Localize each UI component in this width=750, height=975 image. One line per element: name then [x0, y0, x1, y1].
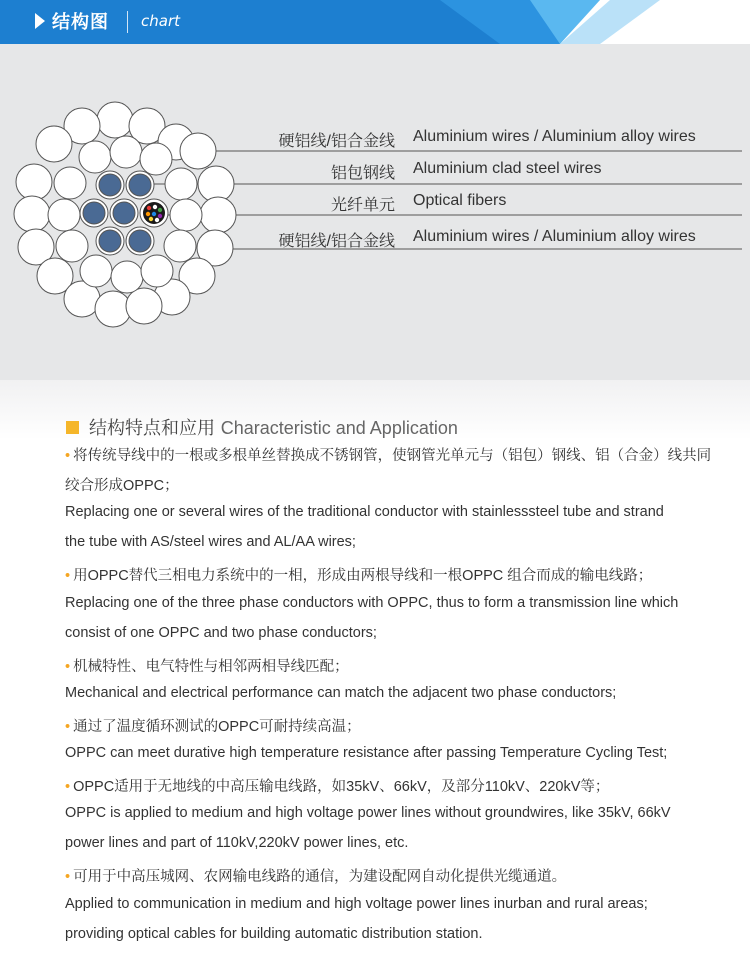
- line-text: power lines and part of 110kV,220kV power lines, etc.: [65, 835, 409, 852]
- bullet-item: [65, 715, 361, 736]
- line-text: the tube with AS/steel wires and AL/AA wires;: [65, 534, 356, 551]
- text-line: [65, 504, 664, 520]
- text-line: [65, 896, 648, 912]
- line-text: Replacing one of the three phase conductors with OPPC, thus to form a transmission line which: [65, 594, 679, 611]
- bullet-dot-icon: •: [65, 779, 71, 796]
- label-clad-steel-en: Aluminium clad steel wires: [413, 160, 602, 177]
- section-title: [66, 414, 458, 440]
- bullet-dot-icon: •: [65, 658, 71, 675]
- bullet-item: [65, 564, 652, 585]
- label-optical-cn: 光纤单元: [330, 197, 395, 214]
- label-aluminium-wires-2-en: Aluminium wires / Aluminium alloy wires: [413, 228, 696, 245]
- label-aluminium-wires-2-cn: 硬铝线/铝合金线: [278, 233, 395, 250]
- header-title: 结构图: [52, 12, 109, 33]
- line-text: OPPC适用于无地线的中高压输电线路，如35kV、66kV，及部分110kV、220kV等；: [73, 779, 610, 796]
- text-line: [65, 625, 377, 641]
- play-arrow-icon: [35, 13, 45, 29]
- structure-panel: [0, 44, 750, 380]
- text-line: [65, 474, 179, 495]
- text-line: [65, 534, 356, 550]
- characteristics-section: [0, 380, 750, 975]
- bullet-dot-icon: •: [65, 718, 71, 735]
- line-text: providing optical cables for building automatic distribution station.: [65, 925, 483, 942]
- bullet-dot-icon: •: [65, 568, 71, 585]
- line-text: Replacing one or several wires of the traditional conductor with stainlesssteel tube and strand: [65, 504, 664, 521]
- line-text: Mechanical and electrical performance can match the adjacent two phase conductors;: [65, 684, 617, 701]
- header-divider: [127, 11, 128, 33]
- text-line: [65, 685, 616, 701]
- text-line: [65, 805, 671, 821]
- text-line: [65, 595, 678, 611]
- header-bar: [0, 0, 750, 44]
- line-text: 用OPPC替代三相电力系统中的一相，形成由两根导线和一根OPPC 组合而成的输电线路；: [73, 568, 653, 585]
- text-line: [65, 835, 408, 851]
- bullet-item: [65, 655, 349, 676]
- header-subtitle: chart: [141, 12, 180, 30]
- line-text: Applied to communication in medium and high voltage power lines inurban and rural areas;: [65, 895, 648, 912]
- bullet-item: [65, 444, 711, 465]
- line-text: 机械特性、电气特性与相邻两相导线匹配；: [73, 658, 349, 675]
- header-band: [0, 0, 750, 44]
- optical-fiber-unit: [140, 199, 168, 227]
- line-text: consist of one OPPC and two phase conductors;: [65, 624, 377, 641]
- line-text: 将传统导线中的一根或多根单丝替换成不锈钢管，使钢管光单元与（铝包）钢线、铝（合金）线共同: [73, 448, 712, 464]
- section-title-en: Characteristic and Application: [220, 418, 458, 438]
- bullet-dot-icon: •: [65, 448, 71, 464]
- line-text: OPPC can meet durative high temperature resistance after passing Temperature Cycling Test;: [65, 745, 668, 761]
- label-aluminium-wires-en: Aluminium wires / Aluminium alloy wires: [413, 128, 696, 145]
- bullet-dot-icon: •: [65, 869, 71, 886]
- line-text: OPPC is applied to medium and high voltage power lines without groundwires, like 35kV, 66kV: [65, 805, 671, 822]
- text-line: [65, 745, 667, 761]
- label-optical-en: Optical fibers: [413, 192, 507, 209]
- label-clad-steel-cn: 铝包钢线: [330, 165, 395, 182]
- line-text: 可用于中高压城网、农网输电线路的通信，为建设配网自动化提供光缆通道。: [73, 869, 567, 886]
- bullet-item: [65, 775, 609, 796]
- line-text: 通过了温度循环测试的OPPC可耐持续高温；: [73, 718, 361, 735]
- square-bullet-icon: [66, 421, 79, 434]
- section-title-cn: 结构特点和应用: [89, 418, 215, 439]
- bullet-item: [65, 865, 566, 886]
- label-aluminium-wires-cn: 硬铝线/铝合金线: [278, 133, 395, 150]
- line-text: 绞合形成OPPC；: [65, 478, 179, 495]
- text-line: [65, 926, 483, 942]
